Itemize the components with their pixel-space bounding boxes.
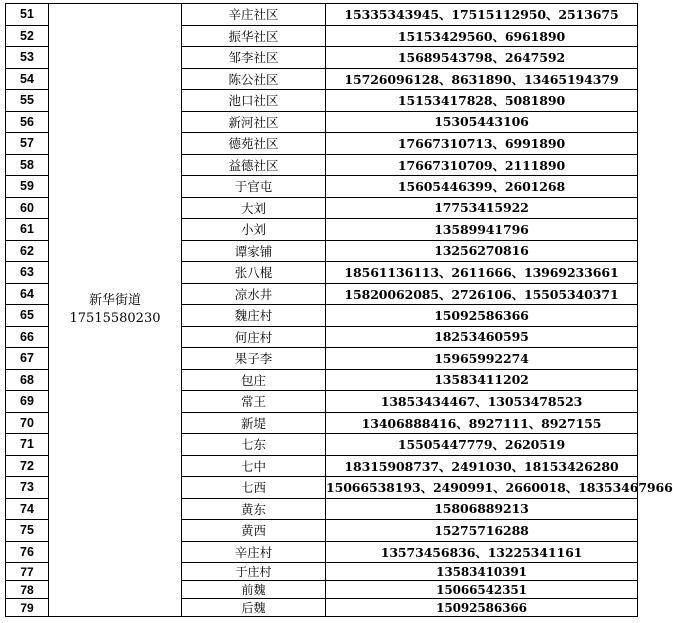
community-name-cell: 辛庄社区 [182, 4, 326, 26]
row-number-cell: 59 [6, 176, 49, 198]
community-name-cell: 魏庄村 [182, 305, 326, 327]
phone-numbers-cell: 15806889213 [326, 498, 638, 520]
phone-numbers-cell: 15066542351 [326, 581, 638, 599]
row-number-cell: 78 [6, 581, 49, 599]
contact-table-body [6, 4, 673, 617]
street-phone: 17515580230 [69, 311, 161, 326]
community-name-cell: 池口社区 [182, 90, 326, 112]
row-number-cell: 55 [6, 90, 49, 112]
phone-numbers-cell: 13406888416、8927111、8927155 [326, 412, 638, 434]
community-name-cell: 七西 [182, 477, 326, 499]
row-number-cell: 74 [6, 498, 49, 520]
phone-numbers-cell: 15275716288 [326, 520, 638, 542]
community-name-cell: 益德社区 [182, 154, 326, 176]
community-name-cell: 黄东 [182, 498, 326, 520]
community-name-cell: 前魏 [182, 581, 326, 599]
row-number-cell: 63 [6, 262, 49, 284]
row-number-cell: 64 [6, 283, 49, 305]
row-number-cell: 71 [6, 434, 49, 456]
phone-numbers-cell: 13256270816 [326, 240, 638, 262]
phone-numbers-cell: 15335343945、17515112950、2513675 [326, 4, 638, 26]
row-number-cell: 51 [6, 4, 49, 26]
row-number-cell: 60 [6, 197, 49, 219]
community-name-cell: 新堤 [182, 412, 326, 434]
community-name-cell: 张八棍 [182, 262, 326, 284]
row-number-cell: 53 [6, 47, 49, 69]
community-name-cell: 七中 [182, 455, 326, 477]
row-number-cell: 62 [6, 240, 49, 262]
row-number-cell: 56 [6, 111, 49, 133]
row-number-cell: 73 [6, 477, 49, 499]
contact-table [5, 3, 673, 617]
phone-numbers-cell: 13589941796 [326, 219, 638, 241]
community-name-cell: 七东 [182, 434, 326, 456]
phone-numbers-cell: 15066538193、2490991、2660018、18353467966 [326, 477, 638, 499]
phone-numbers-cell: 15605446399、2601268 [326, 176, 638, 198]
phone-numbers-cell: 13853434467、13053478523 [326, 391, 638, 413]
phone-numbers-cell: 15305443106 [326, 111, 638, 133]
row-number-cell: 77 [6, 563, 49, 581]
community-name-cell: 新河社区 [182, 111, 326, 133]
community-name-cell: 黄西 [182, 520, 326, 542]
community-name-cell: 小刘 [182, 219, 326, 241]
phone-numbers-cell: 13573456836、13225341161 [326, 541, 638, 563]
phone-numbers-cell: 15505447779、2620519 [326, 434, 638, 456]
phone-numbers-cell: 15092586366 [326, 599, 638, 617]
row-number-cell: 70 [6, 412, 49, 434]
community-name-cell: 后魏 [182, 599, 326, 617]
row-number-cell: 72 [6, 455, 49, 477]
phone-numbers-cell: 15153417828、5081890 [326, 90, 638, 112]
phone-numbers-cell: 15689543798、2647592 [326, 47, 638, 69]
row-number-cell: 68 [6, 369, 49, 391]
community-name-cell: 谭家铺 [182, 240, 326, 262]
row-number-cell: 67 [6, 348, 49, 370]
phone-numbers-cell: 17753415922 [326, 197, 638, 219]
community-name-cell: 邹李社区 [182, 47, 326, 69]
row-number-cell: 57 [6, 133, 49, 155]
community-name-cell: 果子李 [182, 348, 326, 370]
phone-numbers-cell: 15965992274 [326, 348, 638, 370]
row-number-cell: 52 [6, 25, 49, 47]
community-name-cell: 大刘 [182, 197, 326, 219]
street-cell [49, 4, 182, 617]
table-row [6, 4, 638, 26]
community-name-cell: 于官屯 [182, 176, 326, 198]
community-name-cell: 振华社区 [182, 25, 326, 47]
row-number-cell: 69 [6, 391, 49, 413]
row-number-cell: 75 [6, 520, 49, 542]
phone-numbers-cell: 13583411202 [326, 369, 638, 391]
phone-numbers-cell: 15726096128、8631890、13465194379 [326, 68, 638, 90]
phone-numbers-cell: 13583410391 [326, 563, 638, 581]
community-name-cell: 何庄村 [182, 326, 326, 348]
phone-numbers-cell: 17667310709、2111890 [326, 154, 638, 176]
community-name-cell: 德苑社区 [182, 133, 326, 155]
row-number-cell: 61 [6, 219, 49, 241]
street-name: 新华街道 [88, 293, 141, 308]
community-name-cell: 于庄村 [182, 563, 326, 581]
phone-numbers-cell: 18561136113、2611666、13969233661 [326, 262, 638, 284]
phone-numbers-cell: 15153429560、6961890 [326, 25, 638, 47]
community-name-cell: 常王 [182, 391, 326, 413]
row-number-cell: 66 [6, 326, 49, 348]
phone-numbers-cell: 15820062085、2726106、15505340371 [326, 283, 638, 305]
row-number-cell: 79 [6, 599, 49, 617]
community-name-cell: 辛庄村 [182, 541, 326, 563]
phone-numbers-cell: 17667310713、6991890 [326, 133, 638, 155]
community-name-cell: 凉水井 [182, 283, 326, 305]
community-name-cell: 包庄 [182, 369, 326, 391]
row-number-cell: 65 [6, 305, 49, 327]
row-number-cell: 58 [6, 154, 49, 176]
phone-numbers-cell: 18315908737、2491030、18153426280 [326, 455, 638, 477]
row-number-cell: 76 [6, 541, 49, 563]
phone-numbers-cell: 15092586366 [326, 305, 638, 327]
community-name-cell: 陈公社区 [182, 68, 326, 90]
row-number-cell: 54 [6, 68, 49, 90]
phone-numbers-cell: 18253460595 [326, 326, 638, 348]
